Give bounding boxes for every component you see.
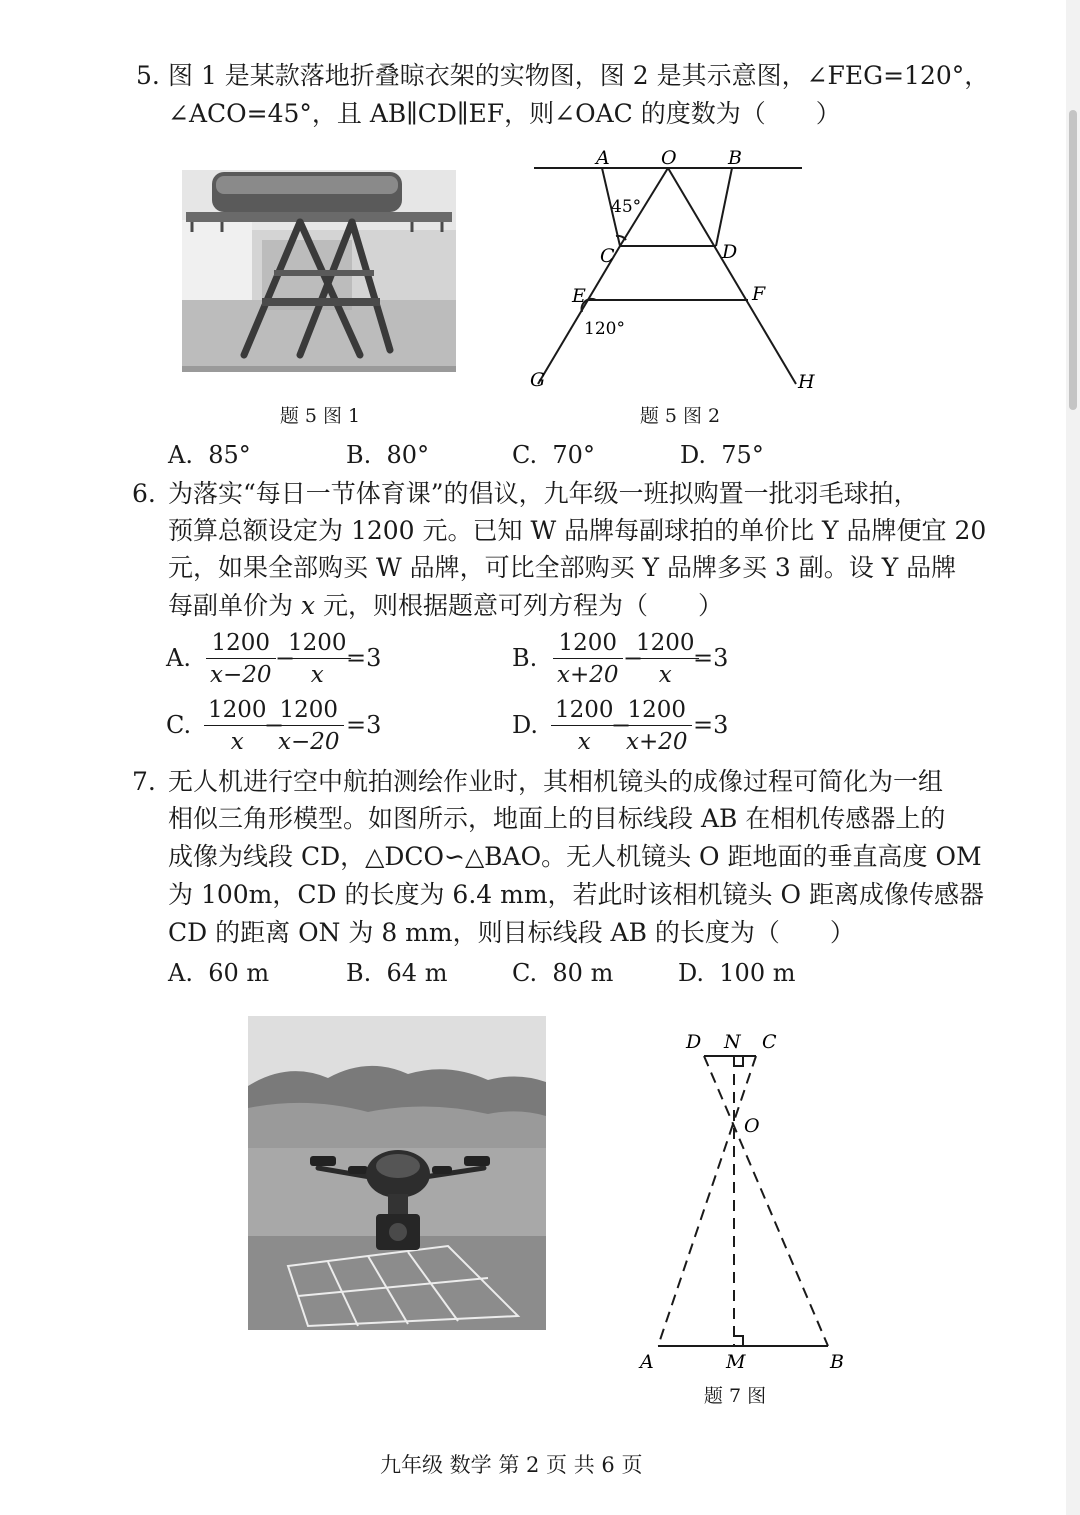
q5-option-c[interactable]	[512, 440, 595, 470]
q7-option-a[interactable]	[168, 958, 269, 988]
drying-rack-photo	[182, 170, 456, 372]
fig2-label-b: B	[728, 147, 742, 169]
q5-option-b-value: 80°	[386, 441, 430, 469]
q6-option-b-frac2	[632, 628, 699, 691]
q6-option-b-rhs: =3	[693, 644, 729, 672]
fig7-label-c: C	[762, 1031, 777, 1053]
q6-option-c-rhs: =3	[346, 711, 382, 739]
q5-fig2-diagram	[520, 140, 830, 400]
q7-text-line4: 为 100m，CD 的长度为 6.4 mm，若此时该相机镜头 O 距离成像传感器	[168, 880, 984, 909]
fig7-label-a: A	[640, 1351, 654, 1373]
q6-option-b-den1: x+20	[557, 662, 619, 688]
q5-option-d-value: 75°	[721, 441, 764, 469]
q6-option-b-letter: B.	[512, 644, 538, 672]
q5-option-a-letter: A.	[168, 441, 193, 469]
q7-option-d[interactable]	[678, 958, 795, 988]
q6-option-b-minus: −	[623, 644, 644, 672]
q6-text-line3: 元，如果全部购买 W 品牌，可比全部购买 Y 品牌多买 3 副。设 Y 品牌	[168, 553, 957, 582]
q6-option-d-den1: x	[577, 729, 591, 755]
fig2-label-d: D	[722, 241, 738, 263]
q7-option-d-letter: D.	[678, 959, 705, 987]
q5-option-b-letter: B.	[346, 441, 372, 469]
q6-text-line1: 为落实“每日一节体育课”的倡议，九年级一班拟购置一批羽毛球拍，	[168, 479, 919, 508]
q7-text-line2: 相似三角形模型。如图所示，地面上的目标线段 AB 在相机传感器上的	[168, 804, 946, 833]
fig2-label-a: A	[596, 147, 610, 169]
q6-option-c-letter: C.	[166, 711, 192, 739]
q6-option-d-letter: D.	[512, 711, 539, 739]
q6-option-a-minus: −	[275, 644, 296, 672]
q7-option-c-letter: C.	[512, 959, 538, 987]
q6-option-b-num1: 1200	[553, 628, 623, 659]
q6-option-d-frac2	[622, 695, 692, 758]
q5-option-c-value: 70°	[552, 441, 595, 469]
q7-text-line5: CD 的距离 ON 为 8 mm，则目标线段 AB 的长度为（ ）	[168, 918, 855, 947]
q6-option-a-letter: A.	[166, 644, 191, 672]
q6-option-d-frac1	[551, 695, 618, 758]
q7-option-a-letter: A.	[168, 959, 193, 987]
page-footer: 九年级 数学 第 2 页 共 6 页	[380, 1453, 643, 1477]
q7-option-c-value: 80 m	[552, 959, 614, 987]
q6-option-d-num1: 1200	[551, 695, 618, 726]
q6-text-line2: 预算总额设定为 1200 元。已知 W 品牌每副球拍的单价比 Y 品牌便宜 20	[168, 516, 987, 545]
q7-option-b[interactable]	[346, 958, 447, 988]
q5-option-a-value: 85°	[208, 441, 251, 469]
q6-option-c-num2: 1200	[274, 695, 344, 726]
q6-option-c-num1: 1200	[204, 695, 271, 726]
q7-option-b-value: 64 m	[386, 959, 448, 987]
fig2-label-e: E	[572, 285, 586, 307]
fig7-label-b: B	[830, 1351, 844, 1373]
q6-number: 6.	[132, 479, 156, 508]
scrollbar-thumb[interactable]	[1069, 110, 1077, 410]
fig7-label-m: M	[726, 1351, 746, 1373]
q6-option-d-rhs: =3	[693, 711, 729, 739]
q6-option-c-frac2	[274, 695, 344, 758]
fig2-angle-45: 45°	[611, 197, 642, 217]
fig2-label-c: C	[600, 245, 615, 267]
q7-figure-diagram	[630, 1024, 850, 1384]
fig2-label-h: H	[798, 371, 815, 393]
q6-text-line4-a: 每副单价为	[168, 591, 301, 620]
q5-option-d-letter: D.	[680, 441, 707, 469]
q6-option-a-num2: 1200	[284, 628, 351, 659]
q6-option-a-frac1	[206, 628, 276, 691]
fig7-label-d: D	[686, 1031, 702, 1053]
drying-rack-illustration	[182, 170, 456, 372]
q6-option-a-num1: 1200	[206, 628, 276, 659]
q6-option-a-rhs: =3	[346, 644, 382, 672]
q6-variable-x: x	[300, 591, 316, 620]
q5-fig2-caption: 题 5 图 2	[639, 405, 721, 427]
q6-option-c-minus: −	[264, 711, 285, 739]
fig7-label-n: N	[724, 1031, 741, 1053]
q7-option-d-value: 100 m	[719, 959, 796, 987]
fig7-label-o: O	[744, 1115, 760, 1137]
q6-option-c-frac1	[204, 695, 271, 758]
q7-option-a-value: 60 m	[208, 959, 270, 987]
q6-option-d-minus: −	[611, 711, 632, 739]
q6-option-a-frac2	[284, 628, 351, 691]
q7-option-b-letter: B.	[346, 959, 372, 987]
q6-option-b-num2: 1200	[632, 628, 699, 659]
q7-figure-caption: 题 7 图	[703, 1385, 767, 1407]
q5-number: 5.	[136, 61, 160, 90]
q7-option-c[interactable]	[512, 958, 613, 988]
q5-text-line1: 图 1 是某款落地折叠晾衣架的实物图，图 2 是其示意图，∠FEG=120°，	[168, 61, 990, 90]
q6-option-d-num2: 1200	[622, 695, 692, 726]
fig2-label-g: G	[530, 369, 546, 391]
q5-option-c-letter: C.	[512, 441, 538, 469]
fig2-label-f: F	[752, 283, 766, 305]
fig2-angle-120: 120°	[584, 319, 625, 339]
q7-text-line1: 无人机进行空中航拍测绘作业时，其相机镜头的成像过程可简化为一组	[168, 767, 944, 796]
q5-fig1-caption: 题 5 图 1	[279, 405, 361, 427]
q6-option-b-den2: x	[658, 662, 672, 688]
q5-text-line2: ∠ACO=45°，且 AB∥CD∥EF，则∠OAC 的度数为（ ）	[168, 99, 841, 128]
q6-option-a-den2: x	[310, 662, 324, 688]
q6-option-c-den2: x−20	[278, 729, 340, 755]
vertical-scrollbar[interactable]	[1066, 0, 1080, 1515]
q6-option-b-frac1	[553, 628, 623, 691]
drone-photo	[248, 1016, 546, 1330]
q6-text-line4-b: 元，则根据题意可列方程为（ ）	[315, 591, 724, 620]
fig2-label-o: O	[661, 147, 677, 169]
q7-text-line3: 成像为线段 CD，△DCO∽△BAO。无人机镜头 O 距地面的垂直高度 OM	[168, 842, 982, 871]
q5-option-d[interactable]	[680, 440, 764, 470]
drone-landscape-illustration	[248, 1016, 546, 1330]
q6-text-line4	[168, 590, 723, 622]
q6-option-a-den1: x−20	[210, 662, 272, 688]
q5-option-b[interactable]	[346, 440, 429, 470]
q5-option-a[interactable]	[168, 440, 251, 470]
q7-number: 7.	[132, 767, 156, 796]
q6-option-c-den1: x	[230, 729, 244, 755]
q6-option-d-den2: x+20	[626, 729, 688, 755]
